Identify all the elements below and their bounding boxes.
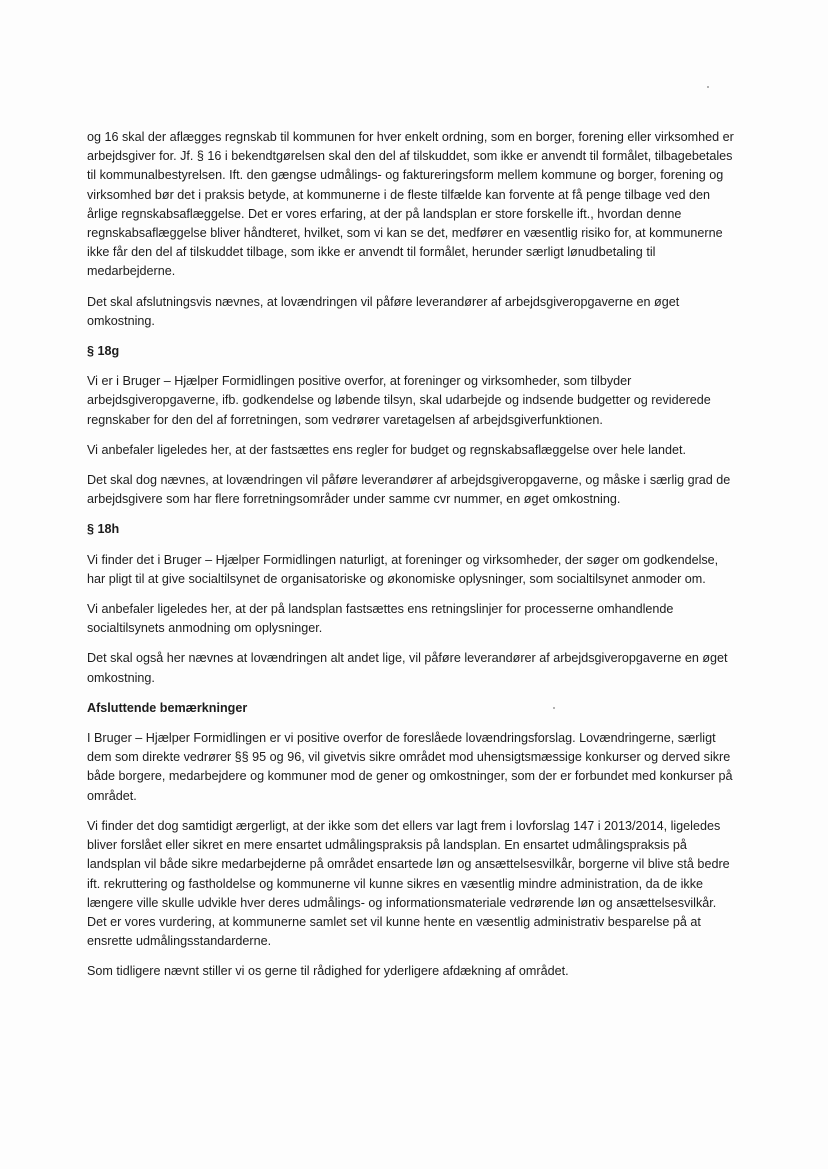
paragraph-afsluttende-aergerligt: Vi finder det dog samtidigt ærgerligt, at der ikke som det ellers var lagt frem i lovforslag 147 i 2013/2014, ligeledes bliver forslået eller sikret en mere ensartet udmålingspraksis på landsplan. En ensartet udmålingspraksis på landsplan vil både sikre medarbejderne på området ensartede løn og ansættelsesvilkår, borgerne vil blive stå bedre ift. rekruttering og fastholdelse og kommunerne vil kunne sikres en væsentlig mindre administration, da de ikke længere ville skulle udvikle hver deres udmålings- og informationsmateriale vedrørende løn og ansættelsesvilkår. Det er vores vurdering, at kommunerne samlet set vil kunne hente en væsentlig administrativ besparelse på at ensrette udmålingsstandarderne. (87, 818, 730, 949)
section-heading-18h: § 18h (87, 522, 120, 537)
paragraph-afsluttende-positive: I Bruger – Hjælper Formidlingen er vi positive overfor de foreslåede lovændringsforslag. Lovændringerne, særligt dem som direkte vedrører §§ 95 og 96, vil givetvis sikre området mod uhensigtsmæssige konkurser og derved sikre både borgere, medarbejdere og kommuner mod de gener og omkostninger, som der er forbundet med konkurser på området. (87, 731, 733, 803)
paragraph-18h-naturligt: Vi finder det i Bruger – Hjælper Formidlingen naturligt, at foreninger og virksomheder, der søger om godkendelse, har pligt til at give socialtilsynet de organisatoriske og økonomiske oplysninger, som socialtilsynet anmoder om. (87, 552, 719, 586)
paragraph-18g-omkostning: Det skal dog nævnes, at lovændringen vil påføre leverandører af arbejdsgiveropgaverne, og måske i særlig grad de arbejdsgivere som har flere forretningsområder under samme cvr nummer, en øget omkostning. (87, 473, 731, 507)
paragraph-18h-omkostning: Det skal også her nævnes at lovændringen alt andet lige, vil påføre leverandører af arbejdsgiveropgaverne en øget omkostning. (87, 651, 728, 685)
document-body (87, 128, 737, 993)
paragraph-afslutningsvis: Det skal afslutningsvis nævnes, at lovændringen vil påføre leverandører af arbejdsgiveropgaverne en øget omkostning. (87, 294, 680, 328)
paragraph-18g-anbefaling: Vi anbefaler ligeledes her, at der fastsættes ens regler for budget og regnskabsaflæggelse over hele landet. (87, 442, 687, 457)
scan-speck (707, 86, 709, 88)
paragraph-18h-anbefaling: Vi anbefaler ligeledes her, at der på landsplan fastsættes ens retningslinjer for processerne omhandlende socialtilsynets anmodning om oplysninger. (87, 602, 674, 636)
section-heading-18g: § 18g (87, 344, 120, 359)
paragraph-afsluttende-raadighed: Som tidligere nævnt stiller vi os gerne til rådighed for yderligere afdækning af området. (87, 964, 569, 979)
paragraph-regnskab: og 16 skal der aflægges regnskab til kommunen for hver enkelt ordning, som en borger, forening eller virksomhed er arbejdsgiver for. Jf. § 16 i bekendtgørelsen skal den del af tilskuddet, som ikke er anvendt til formålet, tilbagebetales til kommunalbestyrelsen. Ift. den gængse udmålings- og faktureringsform mellem kommune og borger, forening og virksomhed bør det i praksis betyde, at kommunerne i de fleste tilfælde kan forvente at få penge tilbage ved den årlige regnskabsaflæggelse. Det er vores erfaring, at der på landsplan er store forskelle ift., hvordan denne regnskabsaflæggelse bliver håndteret, hvilket, som vi kan se det, medfører en væsentlig risiko for, at kommunerne ikke får den del af tilskuddet tilbage, som ikke er anvendt til formålet, herunder særligt lønudbetaling til medarbejderne. (87, 130, 734, 279)
section-heading-afsluttende: Afsluttende bemærkninger (87, 700, 248, 715)
paragraph-18g-positive: Vi er i Bruger – Hjælper Formidlingen positive overfor, at foreninger og virksomheder, som tilbyder arbejdsgiveropgaverne, ifb. godkendelse og løbende tilsyn, skal udarbejde og indsende budgetter og reviderede regnskaber for den del af forretningen, som vedrører varetagelsen af arbejdsgiverfunktionen. (87, 374, 711, 427)
